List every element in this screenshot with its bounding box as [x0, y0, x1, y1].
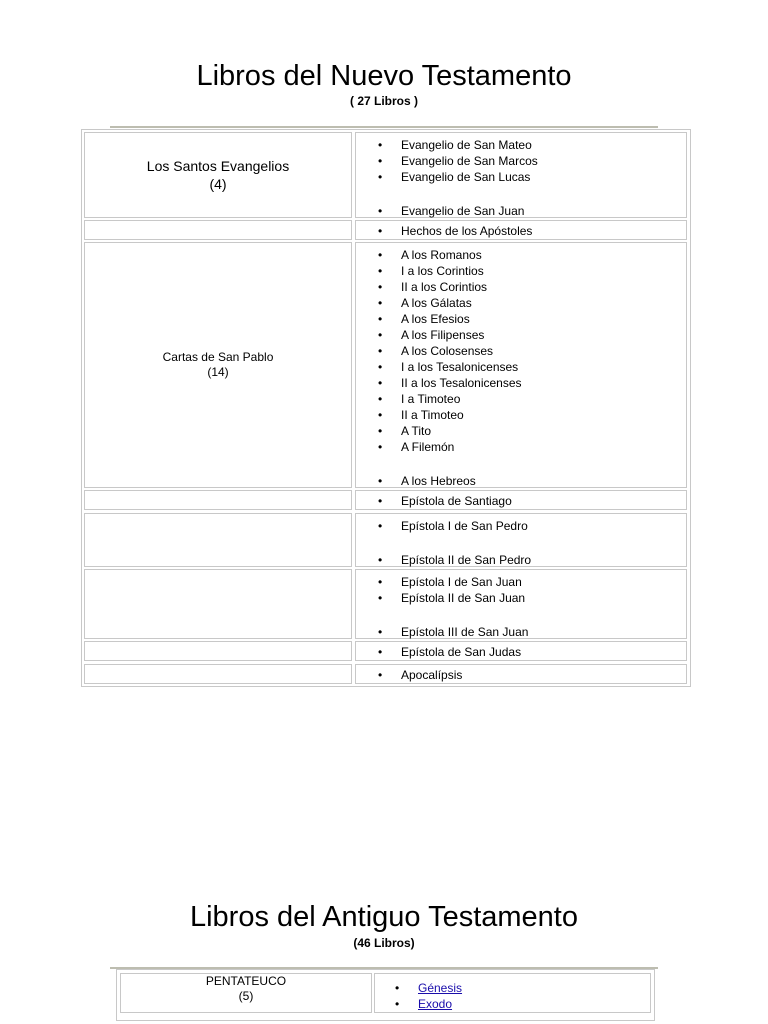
ot-subtitle: (46 Libros)	[353, 936, 415, 950]
list-item	[375, 980, 462, 996]
bullet-icon: •	[378, 668, 383, 682]
books-cell	[355, 220, 687, 240]
list-item: • Evangelio de San Marcos	[378, 154, 538, 168]
list-item: • Epístola I de San Pedro	[378, 519, 528, 533]
bullet-icon: •	[378, 344, 383, 358]
bullet-icon: •	[395, 997, 400, 1011]
book-list	[375, 980, 462, 1012]
list-item: • Epístola I de San Juan	[378, 575, 522, 589]
category-cell	[84, 513, 352, 567]
book-link-genesis[interactable]: Génesis	[418, 981, 463, 995]
book-list	[356, 644, 521, 660]
book-link-exodo[interactable]: Exodo	[418, 997, 453, 1011]
nt-divider	[110, 126, 658, 128]
list-item: • Epístola III de San Juan	[378, 625, 529, 639]
list-item: • A los Romanos	[378, 248, 482, 262]
category-cell	[120, 973, 372, 1013]
nt-subtitle: ( 27 Libros )	[349, 94, 418, 108]
table-row	[82, 569, 690, 639]
book-list	[356, 667, 462, 683]
category-count: (4)	[209, 176, 227, 192]
bullet-icon: •	[378, 424, 383, 438]
list-item: • A los Filipenses	[378, 328, 485, 342]
category-count: (5)	[238, 989, 254, 1003]
list-item: • A los Gálatas	[378, 296, 472, 310]
books-cell	[355, 569, 687, 639]
ot-table	[116, 969, 655, 1021]
category-cell	[84, 220, 352, 240]
bullet-icon: •	[378, 280, 383, 294]
bullet-icon: •	[378, 408, 383, 422]
bullet-icon: •	[378, 519, 383, 533]
books-cell	[355, 132, 687, 218]
list-item: • I a los Corintios	[378, 264, 484, 278]
bullet-icon: •	[378, 474, 383, 488]
book-list	[356, 247, 522, 489]
list-item: • I a los Tesalonicenses	[378, 360, 519, 374]
bullet-icon: •	[378, 392, 383, 406]
list-item: • A Filemón	[378, 440, 455, 454]
book-list	[356, 493, 512, 509]
category-cell	[84, 641, 352, 661]
category-cell	[84, 242, 352, 488]
books-cell	[355, 641, 687, 661]
bullet-icon: •	[378, 170, 383, 184]
book-list	[356, 137, 538, 219]
table-row	[82, 664, 690, 684]
bullet-icon: •	[378, 575, 383, 589]
bullet-icon: •	[378, 440, 383, 454]
table-row	[82, 132, 690, 218]
bullet-icon: •	[378, 312, 383, 326]
ot-title: Libros del Antiguo Testamento	[189, 901, 578, 933]
nt-table	[81, 129, 691, 687]
table-row	[82, 220, 690, 240]
bullet-icon: •	[378, 224, 383, 238]
books-cell	[355, 242, 687, 488]
books-cell	[374, 973, 651, 1013]
bullet-icon: •	[378, 360, 383, 374]
bullet-icon: •	[378, 204, 383, 218]
list-item: • Epístola de Santiago	[378, 494, 512, 508]
list-item: • II a Timoteo	[378, 408, 464, 422]
table-row	[82, 490, 690, 510]
list-item: • Epístola de San Judas	[378, 645, 522, 659]
category-cell	[84, 132, 352, 218]
table-row	[82, 242, 690, 488]
category-label: PENTATEUCO	[205, 974, 287, 988]
bullet-icon: •	[378, 553, 383, 567]
bullet-icon: •	[378, 591, 383, 605]
list-item: • II a los Tesalonicenses	[378, 376, 522, 390]
list-item: • A los Colosenses	[378, 344, 494, 358]
book-list	[356, 223, 532, 239]
category-count: (14)	[207, 365, 229, 379]
books-cell	[355, 513, 687, 567]
list-item: • A los Efesios	[378, 312, 470, 326]
bullet-icon: •	[378, 138, 383, 152]
list-item	[375, 996, 462, 1012]
list-item: • Apocalípsis	[378, 668, 463, 682]
bullet-icon: •	[378, 376, 383, 390]
bullet-icon: •	[378, 645, 383, 659]
list-item: • II a los Corintios	[378, 280, 488, 294]
books-cell	[355, 664, 687, 684]
bullet-icon: •	[378, 328, 383, 342]
category-label: Los Santos Evangelios	[146, 158, 290, 174]
book-list	[356, 574, 528, 640]
list-item: • Epístola II de San Juan	[378, 591, 526, 605]
list-item: • A Tito	[378, 424, 432, 438]
category-cell	[84, 569, 352, 639]
table-row	[82, 641, 690, 661]
table-row	[82, 513, 690, 567]
bullet-icon: •	[378, 296, 383, 310]
bullet-icon: •	[378, 248, 383, 262]
list-item: • Evangelio de San Lucas	[378, 170, 531, 184]
list-item: • Epístola II de San Pedro	[378, 553, 532, 567]
list-item: • Evangelio de San Juan	[378, 204, 525, 218]
category-cell	[84, 490, 352, 510]
list-item: • Evangelio de San Mateo	[378, 138, 532, 152]
category-cell	[84, 664, 352, 684]
bullet-icon: •	[378, 625, 383, 639]
books-cell	[355, 490, 687, 510]
list-item: • I a Timoteo	[378, 392, 461, 406]
book-list	[356, 518, 531, 568]
bullet-icon: •	[378, 154, 383, 168]
list-item: • A los Hebreos	[378, 474, 476, 488]
bullet-icon: •	[378, 494, 383, 508]
list-item: • Hechos de los Apóstoles	[378, 224, 533, 238]
bullet-icon: •	[378, 264, 383, 278]
nt-title: Libros del Nuevo Testamento	[196, 60, 572, 92]
category-label: Cartas de San Pablo	[162, 350, 274, 364]
bullet-icon: •	[395, 981, 400, 995]
